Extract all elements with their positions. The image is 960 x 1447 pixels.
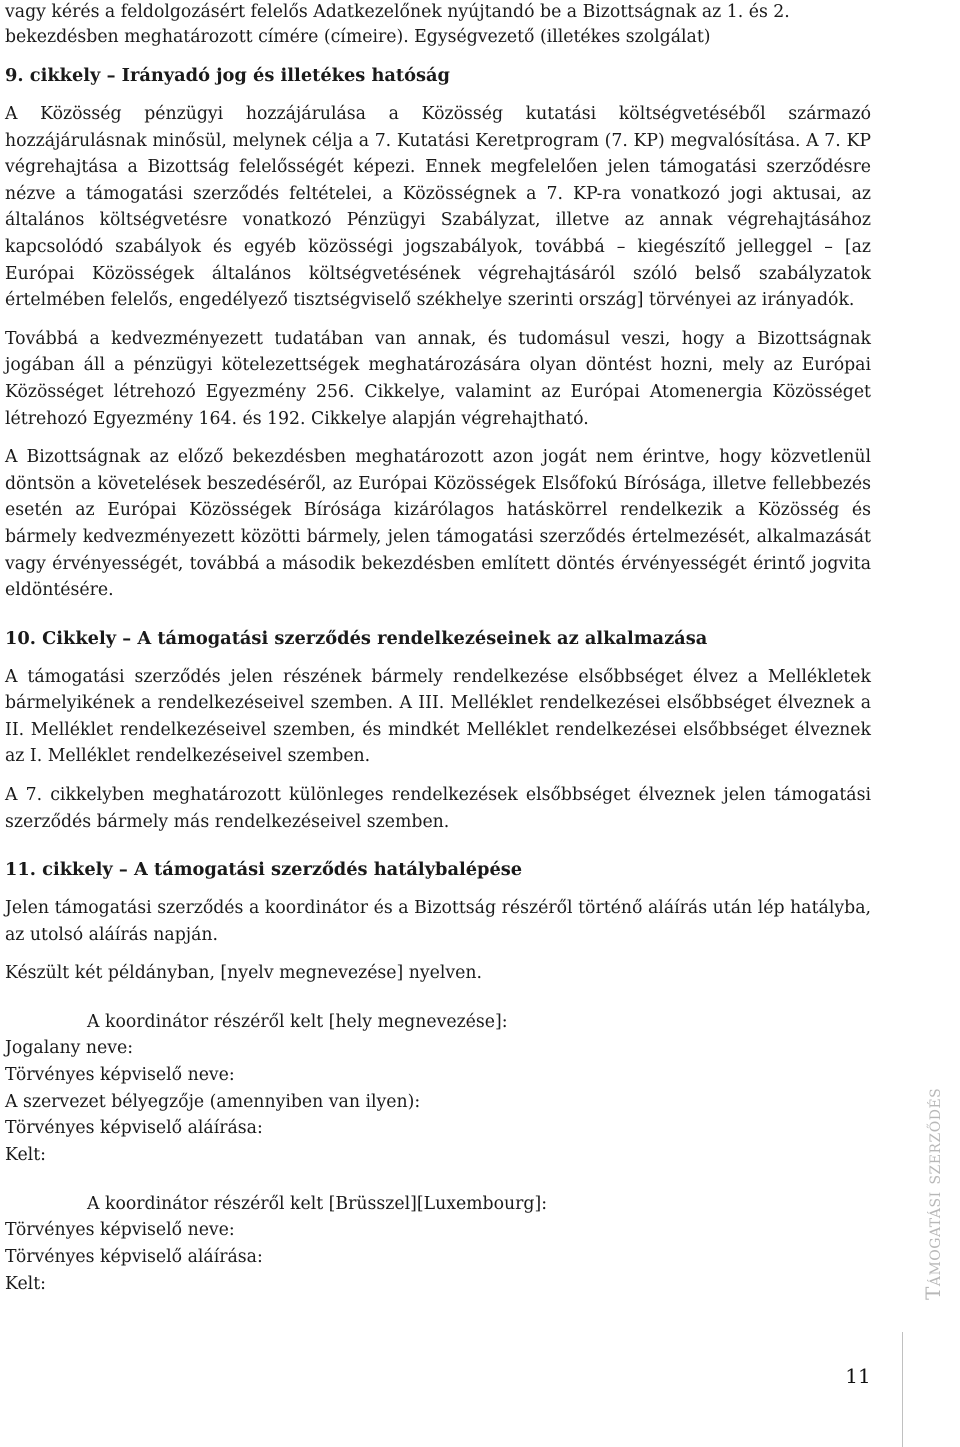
article-9-paragraph-3: A Bizottságnak az előző bekezdésben meghatározott azon jogát nem érintve, hogy közvetlenül döntsön a követelések beszedéséről, az Európai Közösségek Elsőfokú Bírósága, illetve fellebbezés esetén az Európai Közösségek Bírósága kizárólagos hatáskörrel rendelkezik a Közösség és bármely kedvezményezett közötti bármely, jelen támogatási szerződés értelmezését, alkalmazását vagy érvényességét, továbbá a második bekezdésben említett döntés érvényességét érintő jogvita eldöntésére.	[5, 447, 871, 601]
article-10-heading: 10. Cikkely – A támogatási szerződés rendelkezéseinek az alkalmazása	[5, 627, 708, 649]
signature-line: Kelt:	[5, 1145, 46, 1166]
intro-line-1: vagy kérés a feldolgozásért felelős Adatkezelőnek nyújtandó be a Bizottságnak az 1. és 2.	[5, 2, 790, 22]
signature-line: Törvényes képviselő neve:	[5, 1220, 235, 1241]
signature-block-commission	[5, 1191, 871, 1297]
article-9-paragraph-1: A Közösség pénzügyi hozzájárulása a Közösség kutatási költségvetéséből származó hozzájárulásnak minősül, melynek célja a 7. Kutatási Keretprogram (7. KP) megvalósítása. A 7. KP végrehajtása a Bizottság felelősségét képezi. Ennek megfelelően jelen támogatási szerződésre nézve a támogatási szerződés feltételei, a Közösségnek a 7. KP-ra vonatkozó jogi aktusai, az általános költségvetésre vonatkozó Pénzügyi Szabályzat, illetve az annak végrehajtásához kapcsolódó szabályok és egyéb közösségi jogszabályok, továbbá – kiegészítő jelleggel – [az Európai Közösségek általános költségvetésének végrehajtásáról szóló belső szabályzatok értelmében felelős, engedélyező tisztségviselő székhelye szerinti ország] törvényei az irányadók.	[5, 104, 871, 311]
signature-line: Törvényes képviselő aláírása:	[5, 1118, 263, 1139]
signature-line: Törvényes képviselő aláírása:	[5, 1246, 263, 1267]
signature-line: A szervezet bélyegzője (amennyiben van ilyen):	[5, 1091, 421, 1112]
document-body	[5, 0, 871, 1297]
sidebar-running-title: Támogatási szerződés	[921, 1087, 945, 1300]
signature-block-title: A koordinátor részéről kelt [hely megnevezése]:	[87, 1012, 508, 1033]
article-9-paragraph-2: Továbbá a kedvezményezett tudatában van annak, és tudomásul veszi, hogy a Bizottságnak jogában áll a pénzügyi kötelezettségek meghatározására olyan döntést hozni, mely az Európai Közösséget létrehozó Egyezmény 256. Cikkelye, valamint az Európai Atomenergia Közösséget létrehozó Egyezmény 164. és 192. Cikkelye alapján végrehajtható.	[5, 328, 871, 429]
signature-line: Jogalany neve:	[5, 1038, 134, 1059]
article-11-paragraph-1: Jelen támogatási szerződés a koordinátor és a Bizottság részéről történő aláírás után lép hatályba, az utolsó aláírás napján.	[5, 898, 871, 945]
page-number: 11	[845, 1364, 871, 1388]
signature-line: Törvényes képviselő neve:	[5, 1064, 235, 1085]
article-9-heading: 9. cikkely – Irányadó jog és illetékes hatóság	[5, 65, 450, 86]
signature-block-coordinator	[5, 1009, 871, 1169]
signature-line: Kelt:	[5, 1273, 46, 1294]
page-number-divider	[902, 1332, 903, 1447]
article-10-paragraph-1: A támogatási szerződés jelen részének bármely rendelkezése elsőbbséget élvez a Mellékletek bármelyikének a rendelkezéseivel szemben. A III. Melléklet rendelkezései elsőbbséget élveznek a II. Melléklet rendelkezéseivel szemben, és mindkét Melléklet rendelkezései elsőbbséget élveznek az I. Melléklet rendelkezéseivel szemben.	[5, 666, 871, 767]
article-11-paragraph-2: Készült két példányban, [nyelv megnevezése] nyelven.	[5, 963, 483, 984]
signature-block-title: A koordinátor részéről kelt [Brüsszel][Luxembourg]:	[87, 1194, 548, 1215]
intro-line-2: bekezdésben meghatározott címére (címeire). Egységvezető (illetékes szolgálat)	[5, 26, 711, 47]
article-11-heading: 11. cikkely – A támogatási szerződés hatálybalépése	[5, 859, 523, 881]
article-10-paragraph-2: A 7. cikkelyben meghatározott különleges rendelkezések elsőbbséget élveznek jelen támogatási szerződés bármely más rendelkezéseivel szemben.	[5, 785, 871, 832]
